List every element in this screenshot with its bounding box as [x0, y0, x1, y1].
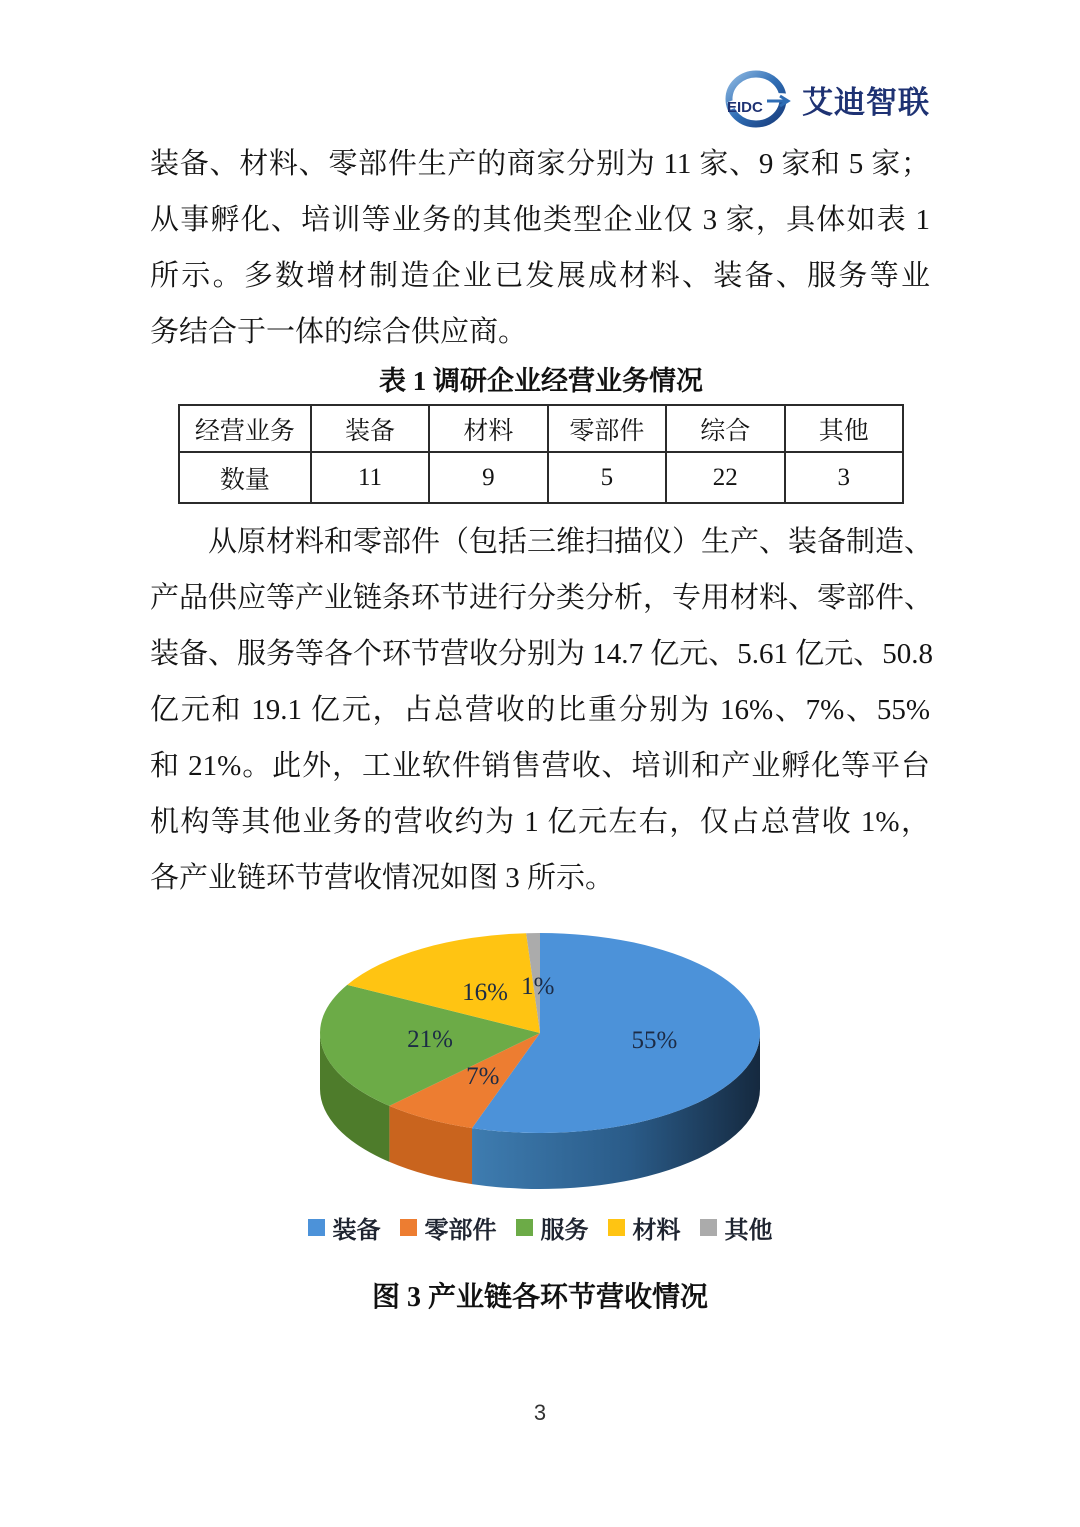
pie-chart-canvas	[310, 928, 770, 1198]
table-title: 表 1 调研企业经营业务情况	[379, 366, 703, 396]
table-cell: 3	[785, 452, 903, 503]
table-cell: 9	[429, 452, 547, 503]
table-header-cell: 零部件	[548, 405, 666, 452]
chart-legend	[150, 1210, 930, 1245]
table-header-cell: 综合	[666, 405, 784, 452]
text-line: 产品供应等产业链条环节进行分类分析，专用材料、零部件、	[150, 582, 934, 614]
legend-item-services	[516, 1210, 589, 1245]
legend-swatch-blue	[308, 1219, 325, 1236]
pie-data-label: 55%	[631, 1027, 678, 1054]
table-cell: 11	[311, 452, 429, 503]
table-row	[179, 452, 903, 503]
paragraph-1	[150, 136, 930, 360]
paragraph-2	[150, 514, 934, 906]
brand-name: 艾迪智联	[802, 84, 930, 120]
table-header-row	[179, 405, 903, 452]
legend-label: 服务	[540, 1218, 589, 1244]
text-line: 装备、材料、零部件生产的商家分别为 11 家、9 家和 5 家；	[150, 148, 930, 180]
table-header-cell: 材料	[429, 405, 547, 452]
pie-data-label: 7%	[466, 1063, 500, 1090]
business-table	[178, 404, 904, 504]
table-header-cell: 装备	[311, 405, 429, 452]
legend-label: 装备	[332, 1218, 381, 1244]
text-line: 亿元和 19.1 亿元，占总营收的比重分别为 16%、7%、55%	[150, 694, 930, 726]
revenue-pie-chart	[150, 928, 930, 1315]
legend-label: 零部件	[424, 1218, 497, 1244]
eidc-logo-text: EIDC	[727, 99, 763, 116]
text-line: 机构等其他业务的营收约为 1 亿元左右，仅占总营收 1%，	[150, 806, 930, 838]
text-line: 装备、服务等各个环节营收分别为 14.7 亿元、5.61 亿元、50.8	[150, 638, 934, 670]
legend-item-others	[700, 1210, 773, 1245]
legend-item-materials	[608, 1210, 681, 1245]
text-line: 务结合于一体的综合供应商。	[150, 316, 528, 348]
eidc-globe-icon	[719, 68, 797, 130]
table-header-cell: 其他	[785, 405, 903, 452]
text-line: 从原材料和零部件（包括三维扫描仪）生产、装备制造、	[208, 526, 934, 558]
page-number: 3	[533, 1400, 547, 1425]
legend-item-equipment	[308, 1210, 381, 1245]
pie-data-label: 16%	[462, 979, 508, 1006]
company-logo	[719, 68, 930, 130]
table-cell: 22	[666, 452, 784, 503]
text-line: 各产业链环节营收情况如图 3 所示。	[150, 862, 615, 894]
legend-swatch-yellow	[608, 1219, 625, 1236]
legend-item-parts	[400, 1210, 497, 1245]
table-cell: 数量	[179, 452, 311, 503]
pie-data-label: 21%	[407, 1026, 453, 1053]
table-cell: 5	[548, 452, 666, 503]
text-line: 所示。多数增材制造企业已发展成材料、装备、服务等业	[150, 260, 930, 292]
table-block	[178, 366, 904, 504]
legend-swatch-gray	[700, 1219, 717, 1236]
figure-caption: 图 3 产业链各环节营收情况	[371, 1282, 708, 1313]
legend-label: 材料	[632, 1218, 681, 1244]
legend-swatch-orange	[400, 1219, 417, 1236]
table-header-cell: 经营业务	[179, 405, 311, 452]
legend-label: 其他	[724, 1218, 773, 1244]
pie-data-label: 1%	[521, 973, 555, 1000]
text-line: 和 21%。此外，工业软件销售营收、培训和产业孵化等平台	[150, 750, 930, 782]
legend-swatch-green	[516, 1219, 533, 1236]
text-line: 从事孵化、培训等业务的其他类型企业仅 3 家，具体如表 1	[150, 204, 930, 236]
